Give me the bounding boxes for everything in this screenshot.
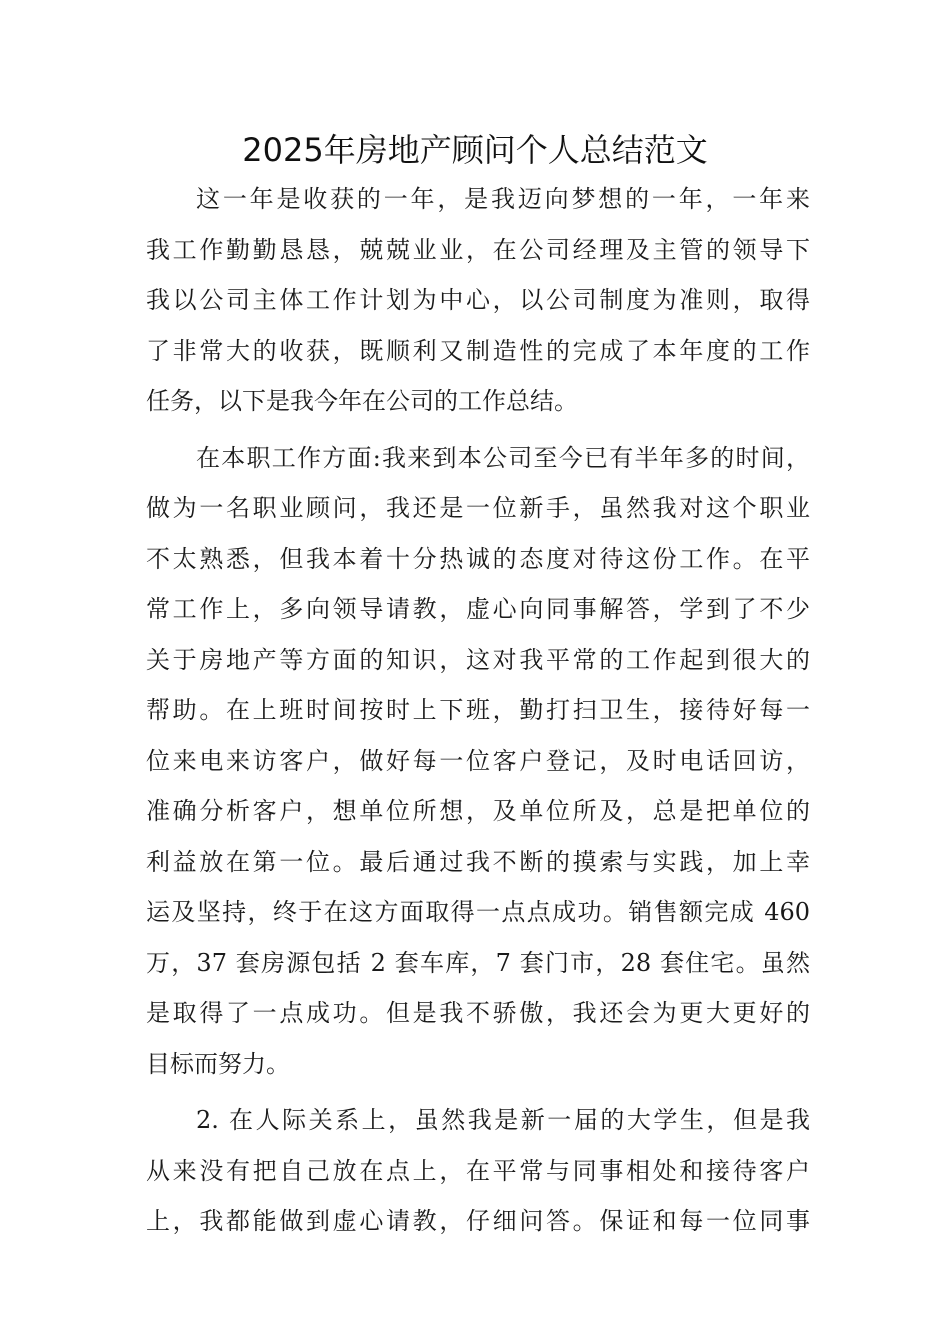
paragraph-line: 我工作勤勤恳恳，兢兢业业，在公司经理及主管的领导下	[146, 235, 810, 264]
paragraph-2	[146, 433, 810, 1090]
paragraph-line: 不太熟悉，但我本着十分热诚的态度对待这份工作。在平	[146, 544, 810, 573]
paragraph-line: 目标而努力。	[146, 1049, 290, 1078]
paragraph-line: 任务，以下是我今年在公司的工作总结。	[146, 387, 578, 415]
paragraph-line: 从来没有把自己放在点上，在平常与同事相处和接待客户	[146, 1156, 810, 1185]
paragraph-line: 万，37 套房源包括 2 套车库，7 套门市，28 套住宅。虽然	[146, 948, 810, 977]
paragraph-line: 上，我都能做到虚心请教，仔细问答。保证和每一位同事	[146, 1207, 810, 1235]
paragraph-line: 2. 在人际关系上，虽然我是新一届的大学生，但是我	[196, 1106, 810, 1134]
paragraph-line: 准确分析客户，想单位所想，及单位所及，总是把单位的	[146, 797, 810, 825]
paragraph-line: 是取得了一点成功。但是我不骄傲，我还会为更大更好的	[146, 999, 810, 1027]
paragraph-line: 关于房地产等方面的知识，这对我平常的工作起到很大的	[146, 645, 810, 674]
paragraph-line: 了非常大的收获，既顺利又制造性的完成了本年度的工作	[146, 336, 810, 365]
paragraph-line: 位来电来访客户，做好每一位客户登记，及时电话回访，	[146, 746, 810, 775]
paragraph-line: 运及坚持，终于在这方面取得一点点成功。销售额完成 460	[146, 898, 810, 926]
document-title: 2025年房地产顾问个人总结范文	[242, 131, 708, 169]
paragraph-line: 这一年是收获的一年，是我迈向梦想的一年，一年来	[196, 185, 810, 213]
paragraph-line: 利益放在第一位。最后通过我不断的摸索与实践，加上幸	[146, 847, 810, 876]
paragraph-line: 我以公司主体工作计划为中心，以公司制度为准则，取得	[146, 286, 810, 314]
paragraph-line: 做为一名职业顾问，我还是一位新手，虽然我对这个职业	[146, 494, 810, 522]
paragraph-line: 帮助。在上班时间按时上下班，勤打扫卫生，接待好每一	[146, 696, 810, 724]
paragraph-3	[146, 1095, 810, 1247]
paragraph-line: 在本职工作方面:我来到本公司至今已有半年多的时间，	[196, 443, 810, 472]
paragraph-line: 常工作上，多向领导请教，虚心向同事解答，学到了不少	[146, 595, 810, 623]
document-body	[146, 174, 810, 1253]
paragraph-1	[146, 174, 810, 427]
